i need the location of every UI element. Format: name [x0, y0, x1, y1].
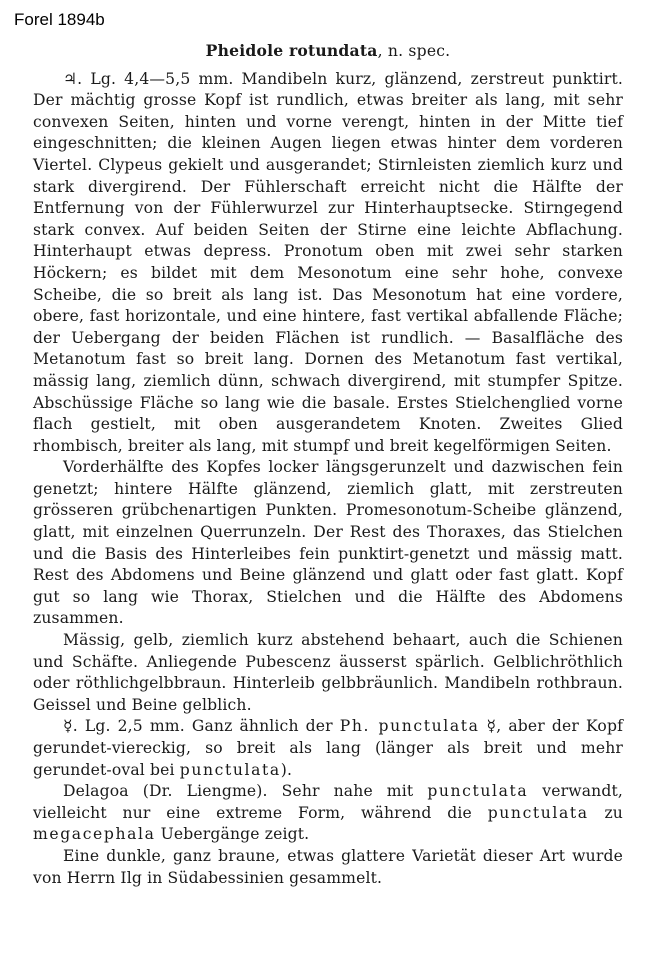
paragraph-major-description: ♃. Lg. 4,4—5,5 mm. Mandibeln kurz, glänzend, zerstreut punktirt. Der mächtig grosse Kopf ist rundlich, etwas breiter als lang, mit sehr convexen Seiten, hinten und vorne verengt, hinten in der Mitte tief eingeschnitten; die kleinen Augen liegen etwas hinter dem vorderen Viertel. Clypeus gekielt und ausgerandet; Stirnleisten ziemlich kurz und stark divergirend. Der Fühlerschaft erreicht nicht die Hälfte der Entfernung von der Fühlerwurzel zur Hinterhauptsecke. Stirngegend stark convex. Auf beiden Seiten der Stirne eine leichte Abflachung. Hinterhaupt etwas depress. Pronotum oben mit zwei sehr starken Höckern; es bildet mit dem Mesonotum eine sehr hohe, convexe Scheibe, die so breit als lang ist. Das Mesonotum hat eine vordere, obere, fast horizontale, und eine hintere, fast vertikal abfallende Fläche; der Uebergang der beiden Flächen ist rundlich. — Basalfläche des Metanotum fast so breit lang. Dornen des Metanotum fast vertikal, mässig lang, ziemlich dünn, schwach divergirend, mit stumpfer Spitze. Abschüssige Fläche so lang wie die basale. Erstes Stielchenglied vorne flach gestielt, mit oben ausgerandetem Knoten. Zweites Glied rhombisch, breiter als lang, mit stumpf und breit kegelförmigen Seiten. — [33, 69, 623, 455]
worker-species-ref-2: punctulata — [179, 760, 281, 779]
worker-text-pre: ☿. Lg. 2,5 mm. Ganz ähnlich der — [63, 717, 340, 736]
paragraph-sculpture: Vorderhälfte des Kopfes locker längsgerunzelt und dazwischen fein genetzt; hintere Hälfte glänzend, ziemlich glatt, mit zerstreuten grösseren grübchenartigen Punkten. Promesonotum-Scheibe glänzend, glatt, mit einzelnen Querrunzeln. Der Rest des Thoraxes, das Stielchen und die Basis des Hinterleibes fein punktirt-genetzt und mässig matt. Rest des Abdomens und Beine glänzend und glatt oder fast glatt. Kopf gut so lang wie Thorax, Stielchen und die Hälfte des Abdomens zusammen. — [33, 458, 623, 628]
locality-text-mid2: zu — [588, 803, 624, 822]
paragraph-locality — [33, 781, 623, 846]
article-page — [33, 40, 623, 889]
species-title — [33, 40, 623, 63]
source-label: Forel 1894b — [14, 10, 105, 29]
paragraph-variety: Eine dunkle, ganz braune, etwas glattere Varietät dieser Art wurde von Herrn Ilg in Südabessinien gesammelt. — [33, 846, 623, 887]
locality-text-pre: Delagoa (Dr. Liengme). Sehr nahe mit — [63, 782, 428, 801]
worker-text-mid: ☿, aber der Kopf gerundet-viereckig, so breit als lang (länger als breit und mehr gerundet-oval bei — [33, 717, 624, 779]
worker-species-ref: Ph. punctulata — [339, 717, 480, 736]
locality-text-mid: verwandt, vielleicht nur eine extreme Form, während die — [33, 782, 624, 822]
locality-species-ref: punctulata — [427, 782, 529, 801]
locality-text-post: Uebergänge zeigt. — [155, 825, 310, 844]
paragraph-pilosity: Mässig, gelb, ziemlich kurz abstehend behaart, auch die Schienen und Schäfte. Anliegende Pubescenz äusserst spärlich. Gelblichröthlich oder röthlichgelbbraun. Hinterleib gelbbräunlich. Mandibeln rothbraun. Geissel und Beine gelblich. — [33, 631, 623, 714]
locality-species-ref-3: megacephala — [33, 825, 156, 844]
species-suffix: , n. spec. — [377, 42, 451, 60]
species-name: Pheidole rotundata — [205, 41, 378, 60]
paragraph-worker-description — [33, 716, 623, 781]
worker-text-post: ). — [280, 760, 293, 779]
locality-species-ref-2: punctulata — [487, 803, 589, 822]
